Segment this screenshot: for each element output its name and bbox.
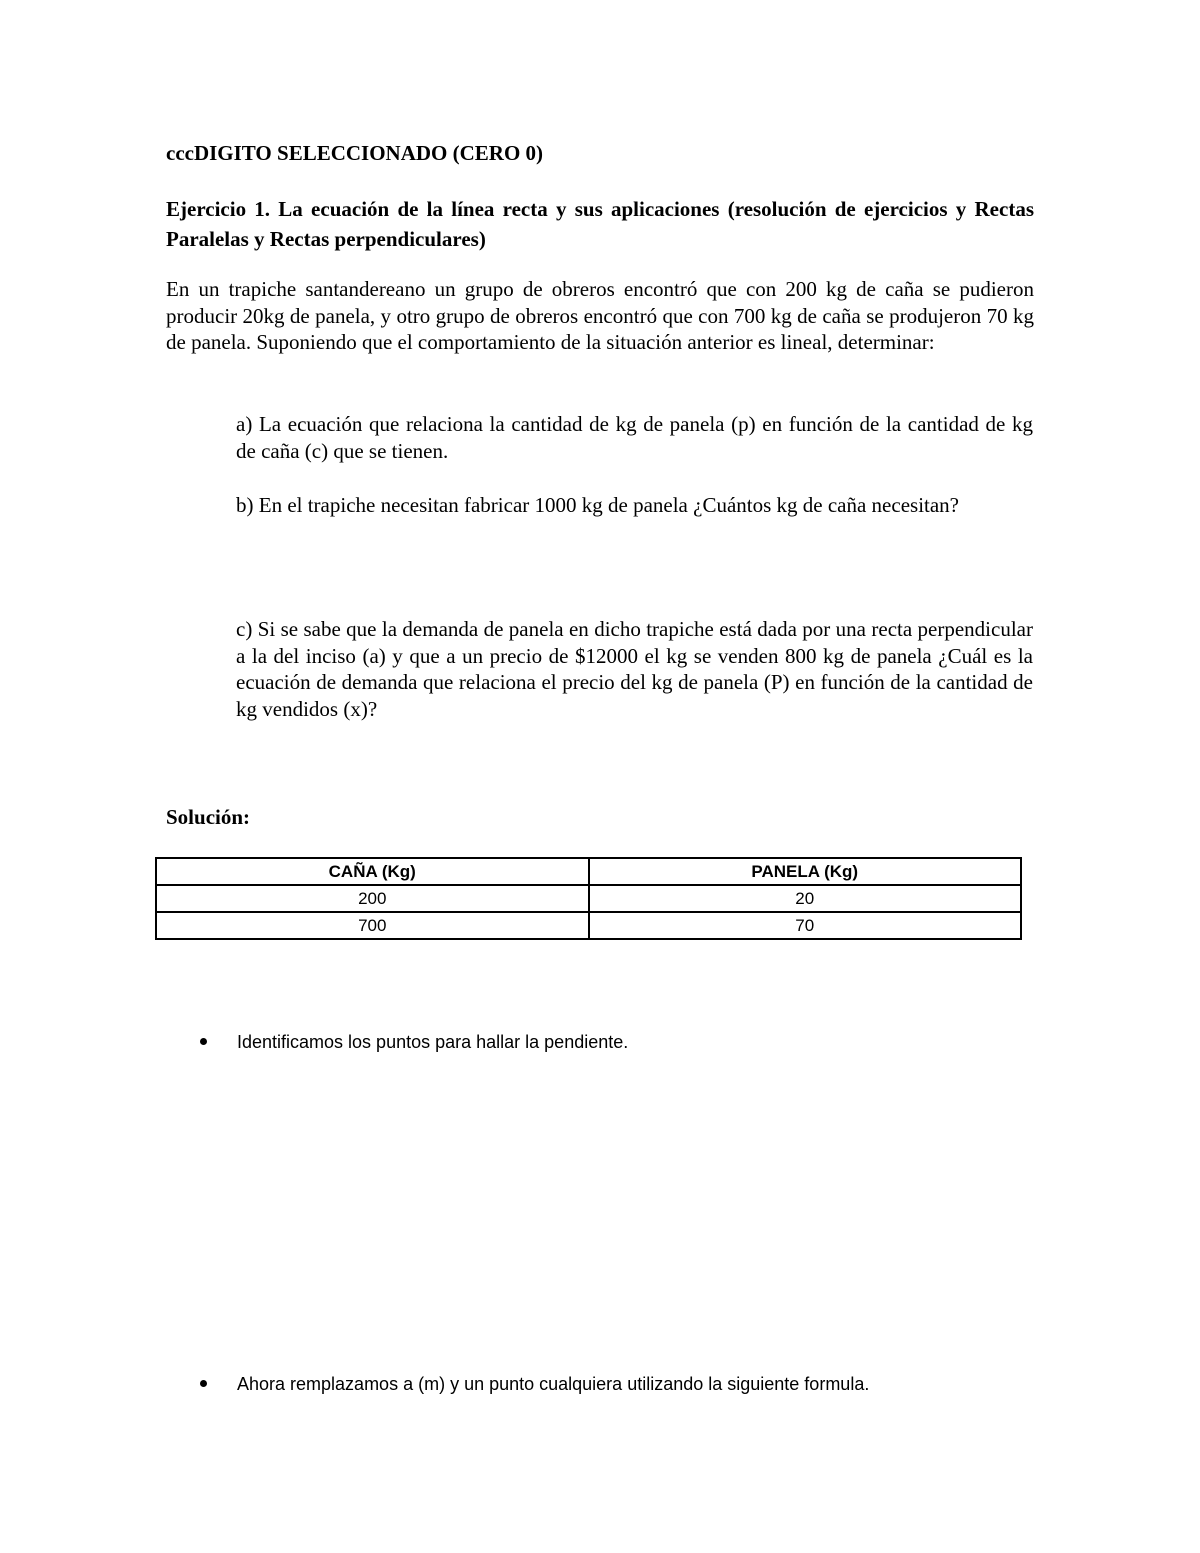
document-heading: cccDIGITO SELECCIONADO (CERO 0): [166, 141, 544, 165]
problem-statement: En un trapiche santandereano un grupo de obreros encontró que con 200 kg de caña se pudieron producir 20kg de panela, y otro grupo de obreros encontró que con 700 kg de caña se produjeron 70 kg de panela. Suponiendo que el comportamiento de la situación anterior es lineal, determinar:: [166, 277, 1034, 354]
table-cell: 200: [156, 885, 589, 912]
exercise-title: Ejercicio 1. La ecuación de la línea recta y sus aplicaciones (resolución de ejercicios y Rectas Paralelas y Rectas perpendiculares): [166, 197, 1034, 251]
bullet-text: Identificamos los puntos para hallar la pendiente.: [237, 1032, 629, 1052]
table-header-row: [156, 858, 1021, 885]
bullet-icon: [200, 1380, 207, 1387]
bullet-icon: [200, 1038, 207, 1045]
table-header-panela: PANELA (Kg): [589, 858, 1022, 885]
bullet-text: Ahora remplazamos a (m) y un punto cualquiera utilizando la siguiente formula.: [237, 1374, 870, 1394]
table-cell: 20: [589, 885, 1022, 912]
bullet-item: [200, 1032, 1000, 1053]
table-cell: 70: [589, 912, 1022, 939]
question-item-a: a) La ecuación que relaciona la cantidad de kg de panela (p) en función de la cantidad de kg de caña (c) que se tienen.: [236, 412, 1033, 463]
data-table: [155, 857, 1022, 940]
question-item-c: c) Si se sabe que la demanda de panela en dicho trapiche está dada por una recta perpendicular a la del inciso (a) y que a un precio de $12000 el kg se venden 800 kg de panela ¿Cuál es la ecuación de demanda que relaciona el precio del kg de panela (P) en función de la cantidad de kg vendidos (x)?: [236, 617, 1033, 721]
table-cell: 700: [156, 912, 589, 939]
solution-heading: Solución:: [166, 805, 251, 829]
table-header-cana: CAÑA (Kg): [156, 858, 589, 885]
bullet-item: [200, 1374, 1000, 1395]
table-row: [156, 912, 1021, 939]
table-row: [156, 885, 1021, 912]
question-item-b: b) En el trapiche necesitan fabricar 1000 kg de panela ¿Cuántos kg de caña necesitan?: [236, 493, 960, 517]
